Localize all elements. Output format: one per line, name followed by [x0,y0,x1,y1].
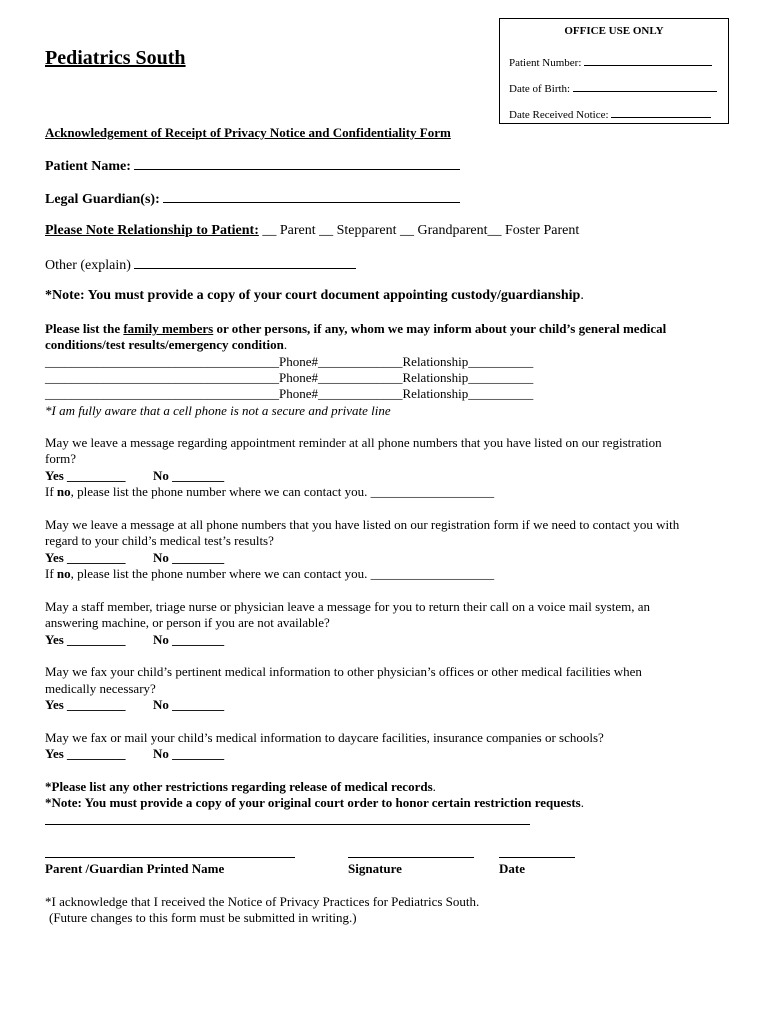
q4-line1: May we fax your child’s pertinent medical information to other physician’s offices or other medical facilities when [45,664,642,679]
q2-line2: regard to your child’s medical test’s results? [45,533,274,548]
q3-yes[interactable]: Yes _________ [45,632,126,647]
q3-line2: answering machine, or person if you are not available? [45,615,330,630]
patient-number-field[interactable] [584,53,712,66]
family-prompt-line1: Please list the family members or other persons, if any, whom we may inform about your child’s general medical [45,321,667,336]
legal-guardian-row [45,190,460,208]
relationship-options[interactable]: __ Parent __ Stepparent __ Grandparent__ Foster Parent [262,223,580,238]
patient-number-row [509,53,712,69]
q4-yes[interactable]: Yes _________ [45,697,126,712]
date-received-row [509,105,711,121]
patient-name-label: Patient Name: [45,159,131,174]
contact-row-3[interactable]: ____________________________________Phone#_____________Relationship__________ [45,386,534,401]
q1-line1: May we leave a message regarding appointment reminder at all phone numbers that you have listed on our registration [45,435,662,450]
date-of-birth-row [509,79,717,95]
form-title: Acknowledgement of Receipt of Privacy Notice and Confidentiality Form [45,125,451,140]
q2-yes[interactable]: Yes _________ [45,550,126,565]
date-received-field[interactable] [611,105,711,118]
acknowledge-line2: (Future changes to this form must be submitted in writing.) [49,910,357,925]
legal-guardian-label: Legal Guardian(s): [45,192,160,207]
q1-yes[interactable]: Yes _________ [45,468,126,483]
contact-row-2[interactable]: ____________________________________Phone#_____________Relationship__________ [45,370,534,385]
cell-disclaimer: *I am fully aware that a cell phone is not a secure and private line [45,403,391,418]
court-order-note: *Note: You must provide a copy of your original court order to honor certain restriction requests. [45,795,584,810]
signature-label: Signature [348,861,402,876]
other-explain-row [45,256,356,274]
patient-name-row [45,157,460,175]
date-of-birth-field[interactable] [573,79,717,92]
q3-no[interactable]: No ________ [153,632,225,647]
q1-no[interactable]: No ________ [153,468,225,483]
q1-if-no[interactable]: If no, please list the phone number where we can contact you. ___________________ [45,484,495,499]
q5-yes[interactable]: Yes _________ [45,746,126,761]
date-of-birth-label: Date of Birth: [509,83,571,95]
q3-line1: May a staff member, triage nurse or physician leave a message for you to return their call on a voice mail system, an [45,599,650,614]
printed-name-label: Parent /Guardian Printed Name [45,861,225,876]
restrictions-field[interactable] [45,824,530,825]
q2-line1: May we leave a message at all phone numbers that you have listed on our registration form if we need to contact you with [45,517,680,532]
date-received-label: Date Received Notice: [509,109,609,121]
q2-if-no[interactable]: If no, please list the phone number where we can contact you. ___________________ [45,566,495,581]
patient-number-label: Patient Number: [509,57,582,69]
family-prompt-line2: conditions/test results/emergency condition. [45,337,288,352]
patient-name-field[interactable] [134,157,460,170]
relationship-label: Please Note Relationship to Patient: [45,223,259,238]
printed-name-field[interactable] [45,857,295,858]
signature-field[interactable] [348,857,474,858]
q5-no[interactable]: No ________ [153,746,225,761]
family-members-underlined: family members [123,321,214,336]
date-label: Date [499,861,525,876]
q4-no[interactable]: No ________ [153,697,225,712]
other-explain-field[interactable] [134,256,356,269]
restrictions-note: *Please list any other restrictions regarding release of medical records. [45,779,436,794]
contact-row-1[interactable]: ____________________________________Phone#_____________Relationship__________ [45,354,534,369]
q5-line1: May we fax or mail your child’s medical information to daycare facilities, insurance companies or schools? [45,730,604,745]
note-custody: *Note: You must provide a copy of your court document appointing custody/guardianship. [45,288,584,303]
other-explain-label: Other (explain) [45,258,131,273]
q2-no[interactable]: No ________ [153,550,225,565]
legal-guardian-field[interactable] [163,190,460,203]
q1-line2: form? [45,451,77,466]
practice-name: Pediatrics South [45,47,186,69]
date-field[interactable] [499,857,575,858]
office-use-title: OFFICE USE ONLY [564,25,664,37]
q4-line2: medically necessary? [45,681,156,696]
office-use-box [499,18,729,124]
relationship-row [45,223,579,239]
acknowledge-line1: *I acknowledge that I received the Notice of Privacy Practices for Pediatrics South. [45,894,480,909]
